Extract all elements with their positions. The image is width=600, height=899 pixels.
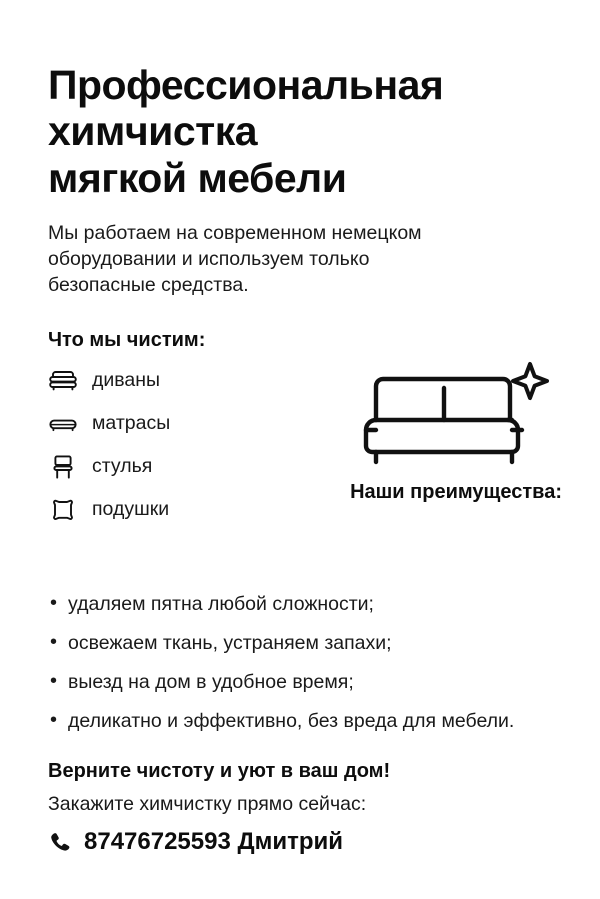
advantages-list xyxy=(48,592,556,734)
list-item-label: матрасы xyxy=(92,412,171,434)
intro-line-2: оборудовании и используем только xyxy=(48,247,370,270)
list-item-label: стулья xyxy=(92,455,153,477)
phone-number: 87476725593 Дмитрий xyxy=(84,827,344,855)
flyer-content xyxy=(48,62,562,855)
order-text: Закажите химчистку прямо сейчас: xyxy=(48,792,367,815)
contact-phone[interactable] xyxy=(48,827,556,855)
services-title: Что мы чистим: xyxy=(48,328,206,351)
list-item: • освежаем ткань, устраняем запахи; xyxy=(48,631,538,656)
list-item xyxy=(48,495,298,525)
intro-paragraph xyxy=(48,221,528,299)
list-item: • деликатно и эффективно, без вреда для мебели. xyxy=(48,709,538,734)
sofa-sparkle-illustration xyxy=(342,358,562,504)
services-and-illustration xyxy=(48,366,562,566)
services-list xyxy=(48,366,298,525)
list-item: • удаляем пятна любой сложности; xyxy=(48,592,538,617)
chair-icon xyxy=(48,452,78,482)
pillow-icon xyxy=(48,495,78,525)
headline-line-3: мягкой мебели xyxy=(48,154,347,201)
headline-line-2: химчистка xyxy=(48,108,258,155)
intro-line-1: Мы работаем на современном немецком xyxy=(48,221,422,244)
cta-text: Верните чистоту и уют в ваш дом! xyxy=(48,759,391,782)
list-item xyxy=(48,366,298,396)
list-item-label: подушки xyxy=(92,498,170,520)
headline-line-1: Профессиональная xyxy=(48,62,444,108)
sofa-icon xyxy=(48,366,78,396)
advantages-title: Наши преимущества: xyxy=(350,480,562,503)
list-item: • выезд на дом в удобное время; xyxy=(48,670,538,695)
list-item xyxy=(48,409,298,439)
phone-icon xyxy=(48,830,72,854)
intro-line-3: безопасные средства. xyxy=(48,273,249,296)
list-item-label: диваны xyxy=(92,369,161,391)
mattress-icon xyxy=(48,409,78,439)
page-title xyxy=(48,62,548,201)
list-item xyxy=(48,452,298,482)
